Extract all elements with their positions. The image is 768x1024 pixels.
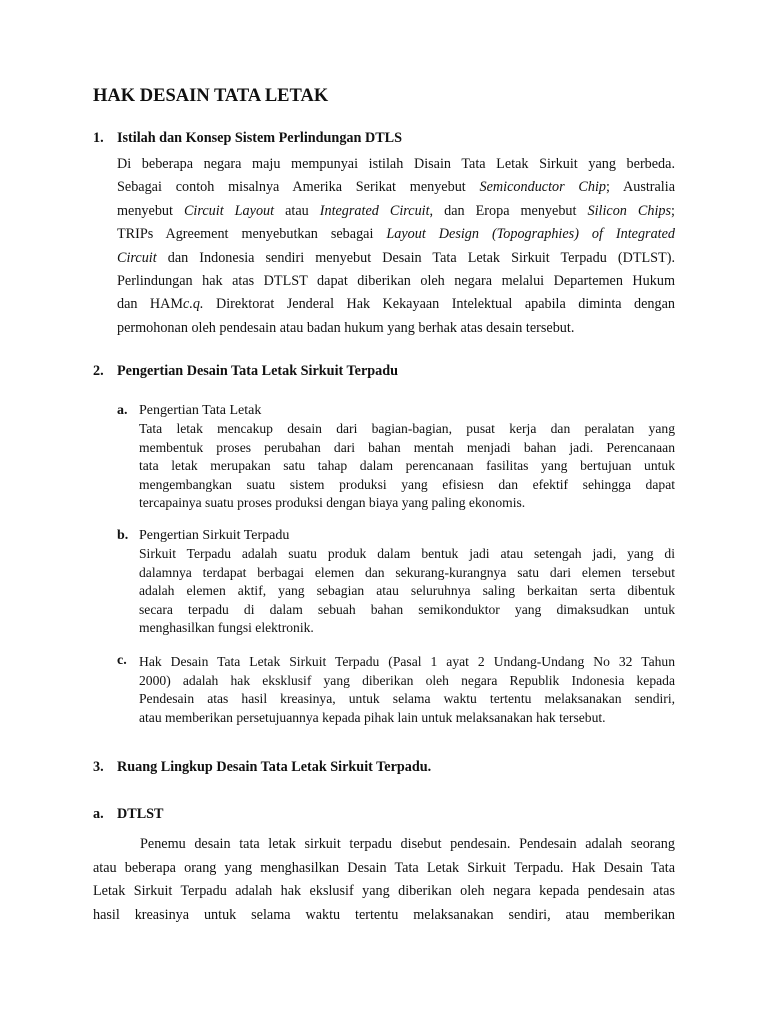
subsection-b-heading: Pengertian Sirkuit Terpadu <box>139 528 290 543</box>
section-a-letter: a. <box>93 806 104 822</box>
body-line: Sirkuit Terpadu adalah suatu produk dalam bentuk jadi atau setengah jadi, yang di <box>139 546 675 561</box>
section-1-line: Perlindungan hak atas DTLST dapat diberikan oleh negara melalui Departemen Hukum <box>117 272 675 289</box>
section-1-line: permohonan oleh pendesain atau badan hukum yang berhak atas desain tersebut. <box>117 319 575 336</box>
body-line: Letak Sirkuit Terpadu adalah hak ekslusif yang diberikan oleh negara kepada pendesain atas <box>93 883 675 900</box>
body-line: tercapainya suatu proses produksi dengan biaya yang paling ekonomis. <box>139 495 526 510</box>
body-line: Pendesain atas hasil kreasinya, untuk selama waktu tertentu melaksanakan sendiri, <box>139 691 675 706</box>
body-line: adalah elemen aktif, yang sebagian atau seluruhnya saling berkaitan serta dibentuk <box>139 583 675 598</box>
subsection-a-letter: a. <box>117 403 128 418</box>
subsection-a-body <box>139 420 675 513</box>
section-1-line: Circuit dan Indonesia sendiri menyebut Desain Tata Letak Sirkuit Terpadu (DTLST). <box>117 249 675 266</box>
body-line: Penemu desain tata letak sirkuit terpadu disebut pendesain. Pendesain adalah seorang <box>140 836 675 852</box>
subsection-a-heading: Pengertian Tata Letak <box>139 403 262 418</box>
section-1-line: Sebagai contoh misalnya Amerika Serikat menyebut Semiconductor Chip; Australia <box>117 179 675 196</box>
section-1-number: 1. <box>93 130 104 146</box>
section-2-number: 2. <box>93 363 104 379</box>
section-1-body <box>117 153 675 340</box>
body-line: 2000) adalah hak eksklusif yang diberikan oleh negara Republik Indonesia kepada <box>139 672 675 688</box>
section-a-heading: DTLST <box>117 806 164 822</box>
section-3-number: 3. <box>93 759 104 775</box>
body-line: mengembangkan suatu sistem produksi yang efisiesn dan efektif sehingga dapat <box>139 476 675 492</box>
body-line: menghasilkan fungsi elektronik. <box>139 620 314 635</box>
subsection-b-letter: b. <box>117 528 129 543</box>
section-2-heading: Pengertian Desain Tata Letak Sirkuit Terpadu <box>117 363 399 379</box>
body-line: Hak Desain Tata Letak Sirkuit Terpadu (Pasal 1 ayat 2 Undang-Undang No 32 Tahun <box>139 654 675 669</box>
section-1-line: dan HAMc.q. Direktorat Jenderal Hak Kekayaan Intelektual apabila diminta dengan <box>117 296 675 313</box>
body-line: atau memberikan persetujuannya kepada pihak lain untuk melaksanakan hak tersebut. <box>139 709 606 725</box>
page-title: HAK DESAIN TATA LETAK <box>93 86 329 106</box>
section-1-line: Di beberapa negara maju mempunyai istilah Disain Tata Letak Sirkuit yang berbeda. <box>117 156 675 172</box>
section-a-body <box>93 833 675 927</box>
subsection-c-letter: c. <box>117 653 127 668</box>
subsection-c-body <box>139 653 675 727</box>
body-line: atau beberapa orang yang menghasilkan Desain Tata Letak Sirkuit Terpadu. Hak Desain Tata <box>93 859 675 876</box>
section-1-line: TRIPs Agreement menyebutkan sebagai Layout Design (Topographies) of Integrated <box>117 226 676 243</box>
body-line: hasil kreasinya untuk selama waktu tertentu melaksanakan sendiri, atau memberikan <box>93 906 675 923</box>
body-line: Tata letak mencakup desain dari bagian-bagian, pusat kerja dan peralatan yang <box>139 421 675 436</box>
section-1-line: menyebut Circuit Layout atau Integrated Circuit, dan Eropa menyebut Silicon Chips; <box>117 202 675 219</box>
body-line: secara terpadu di dalam sebuah bahan semikonduktor yang dimaksudkan untuk <box>139 601 675 617</box>
section-1-heading: Istilah dan Konsep Sistem Perlindungan DTLS <box>117 130 403 146</box>
section-3-heading: Ruang Lingkup Desain Tata Letak Sirkuit Terpadu. <box>117 759 432 775</box>
body-line: dalamnya terdapat berbagai elemen dan sekurang-kurangnya satu dari elemen tersebut <box>139 564 675 580</box>
subsection-b-body <box>139 545 675 638</box>
body-line: tata letak merupakan satu tahap dalam perencanaan fasilitas yang bertujuan untuk <box>139 458 675 473</box>
body-line: membentuk proses perubahan dari bahan mentah menjadi bahan jadi. Perencanaan <box>139 439 675 455</box>
